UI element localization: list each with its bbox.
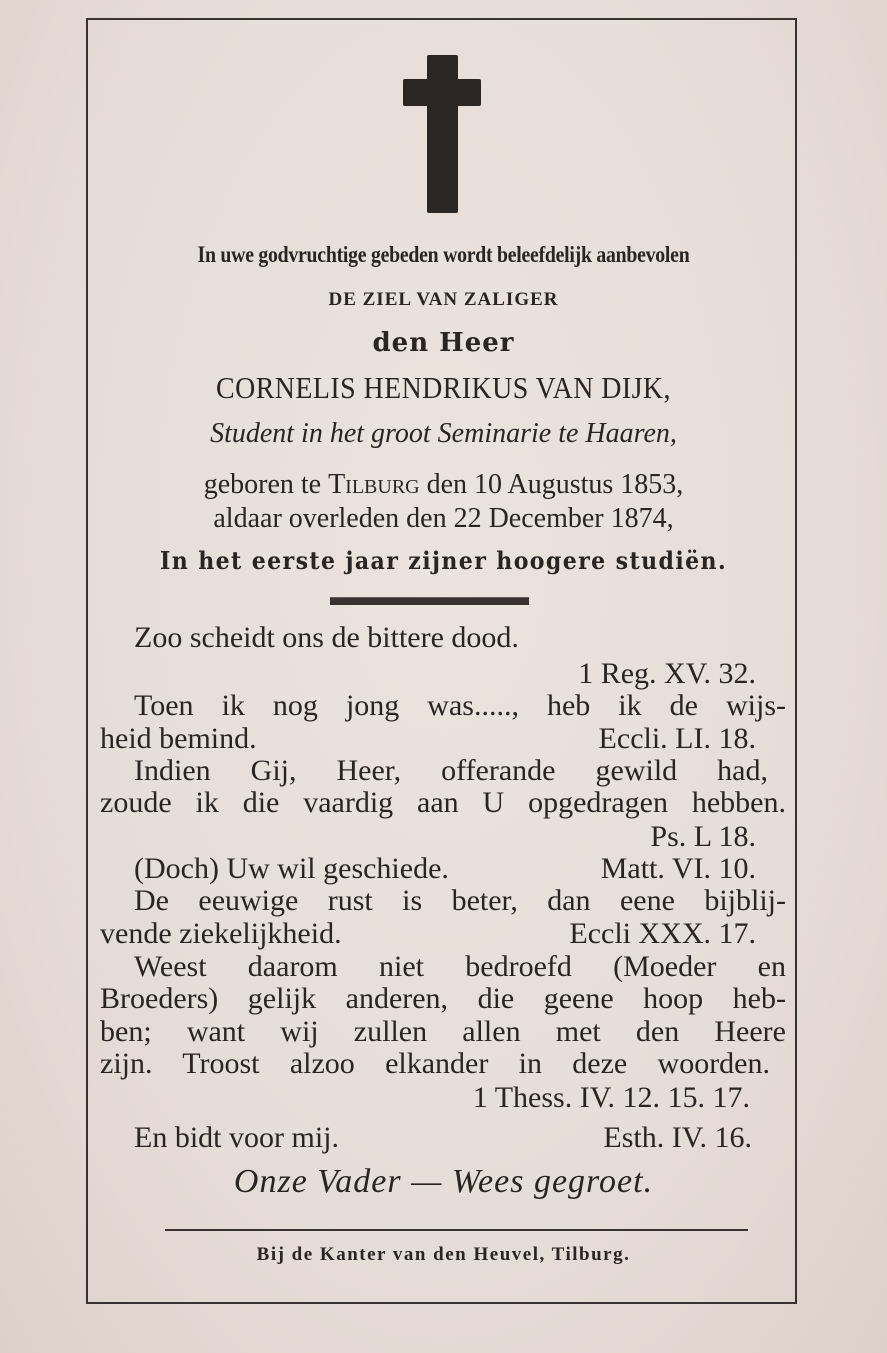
verse-line: ben; want wij zullen allen met den Heere	[100, 1015, 786, 1048]
verse-line: De eeuwige rust is beter, dan eene bijblij-	[134, 884, 786, 917]
footer-divider	[165, 1229, 748, 1231]
cross-icon	[403, 55, 481, 215]
verse-text: (Doch) Uw wil geschiede.	[134, 852, 449, 885]
printer-credit: Bij de Kanter van den Heuvel, Tilburg.	[256, 1244, 631, 1265]
verse-line: Indien Gij, Heer, offerande gewild had,	[134, 754, 768, 787]
verse-reference: Esth. IV. 16.	[603, 1121, 752, 1154]
birth-place: Tilburg	[328, 469, 420, 500]
birth-date: den 10 Augustus 1853,	[419, 469, 684, 500]
verse-reference: Eccli. LI. 18.	[598, 722, 756, 755]
verse-line-with-reference	[100, 919, 756, 949]
verse-line: Broeders) gelijk anderen, die geene hoop heb-	[100, 982, 786, 1015]
title-line: den Heer	[372, 328, 515, 358]
verse-line: Zoo scheidt ons de bittere dood.	[134, 621, 519, 654]
death-line: aldaar overleden den 22 December 1874,	[213, 503, 674, 534]
verse-reference: 1 Reg. XV. 32.	[578, 657, 756, 690]
verse-line: zoude ik die vaardig aan U opgedragen hebben.	[100, 786, 786, 819]
verse-reference: 1 Thess. IV. 12. 15. 17.	[472, 1081, 750, 1114]
soul-line: DE ZIEL VAN ZALIGER	[328, 289, 559, 310]
birth-line	[88, 471, 799, 499]
birth-prefix: geboren te	[203, 469, 329, 500]
studies-line: In het eerste jaar zijner hoogere studiën.	[159, 546, 728, 575]
intro-line: In uwe godvruchtige gebeden wordt beleefdelijk aanbevolen	[197, 242, 690, 267]
verse-reference: Ps. L 18.	[650, 820, 756, 853]
verse-line-with-reference	[134, 1123, 752, 1153]
verse-text: heid bemind.	[100, 722, 257, 755]
verse-line-with-reference	[100, 724, 756, 754]
decorative-divider	[330, 597, 529, 605]
verse-text: En bidt voor mij.	[134, 1121, 339, 1154]
verse-text: vende ziekelijkheid.	[100, 917, 342, 950]
verse-line: zijn. Troost alzoo elkander in deze woorden.	[100, 1047, 770, 1080]
verse-line: Weest daarom niet bedroefd (Moeder en	[134, 950, 786, 983]
occupation-line: Student in het groot Seminarie te Haaren,	[210, 418, 677, 449]
cross-horizontal-bar	[403, 79, 481, 106]
deceased-name: CORNELIS HENDRIKUS VAN DIJK,	[216, 370, 671, 405]
closing-prayer: Onze Vader — Wees gegroet.	[233, 1163, 654, 1200]
verse-reference: Matt. VI. 10.	[600, 852, 756, 885]
verse-reference: Eccli XXX. 17.	[569, 917, 756, 950]
verse-line: Toen ik nog jong was....., heb ik de wijs-	[134, 689, 786, 722]
verse-line-with-reference	[134, 854, 756, 884]
